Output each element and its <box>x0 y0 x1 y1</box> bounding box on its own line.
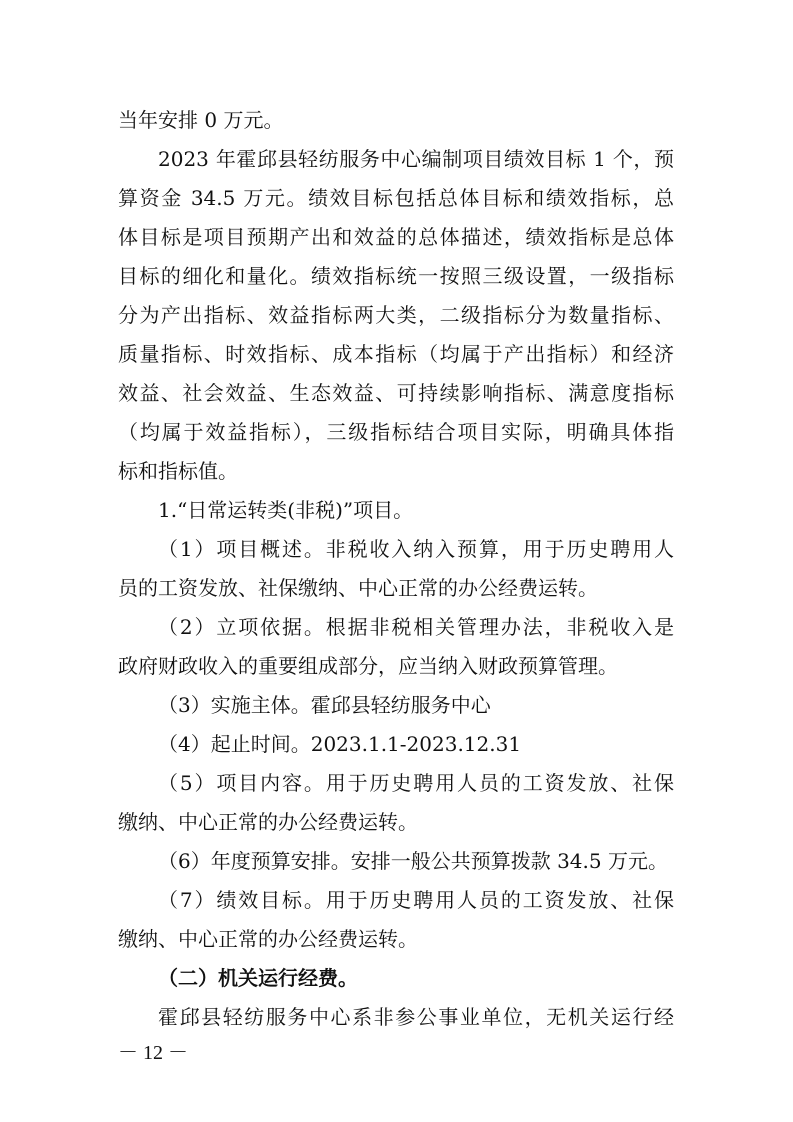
paragraph-first-line: （6）年度预算安排。安排一般公共预算拨款 34.5 万元。 <box>158 849 668 873</box>
text-line: 缴纳、中心正常的办公经费运转。 <box>118 927 418 951</box>
text-line: 目标的细化和量化。绩效指标统一按照三级设置，一级指标 <box>118 264 674 288</box>
paragraph-first-line: 霍邱县轻纺服务中心系非参公事业单位，无机关运行经 <box>158 1005 674 1029</box>
paragraph-first-line: 2023 年霍邱县轻纺服务中心编制项目绩效目标 1 个，预 <box>158 147 674 171</box>
text-line: 政府财政收入的重要组成部分，应当纳入财政预算管理。 <box>118 654 618 678</box>
page-number: － 12 － <box>118 1042 188 1064</box>
paragraph-first-line: （2）立项依据。根据非税相关管理办法，非税收入是 <box>158 615 674 639</box>
text-line: 缴纳、中心正常的办公经费运转。 <box>118 810 418 834</box>
text-line: 当年安排 0 万元。 <box>118 108 284 132</box>
item-heading: 1.“日常运转类(非税)”项目。 <box>158 498 414 522</box>
paragraph-first-line: （5）项目内容。用于历史聘用人员的工资发放、社保 <box>158 771 674 795</box>
section-heading: （二）机关运行经费。 <box>158 966 358 990</box>
text-line: 分为产出指标、效益指标两大类，二级指标分为数量指标、 <box>118 303 674 327</box>
text-line: 质量指标、时效指标、成本指标（均属于产出指标）和经济 <box>118 342 674 366</box>
text-line: 效益、社会效益、生态效益、可持续影响指标、满意度指标 <box>118 381 674 405</box>
paragraph-first-line: （3）实施主体。霍邱县轻纺服务中心 <box>158 693 491 717</box>
text-line: 标和指标值。 <box>118 459 238 483</box>
text-line: 员的工资发放、社保缴纳、中心正常的办公经费运转。 <box>118 576 598 600</box>
paragraph-first-line: （4）起止时间。2023.1.1-2023.12.31 <box>158 732 522 756</box>
text-line: （均属于效益指标），三级指标结合项目实际，明确具体指 <box>118 420 674 444</box>
paragraph-first-line: （1）项目概述。非税收入纳入预算，用于历史聘用人 <box>158 537 674 561</box>
text-line: 算资金 34.5 万元。绩效目标包括总体目标和绩效指标，总 <box>118 186 674 210</box>
paragraph-first-line: （7）绩效目标。用于历史聘用人员的工资发放、社保 <box>158 888 674 912</box>
text-line: 体目标是项目预期产出和效益的总体描述，绩效指标是总体 <box>118 225 674 249</box>
